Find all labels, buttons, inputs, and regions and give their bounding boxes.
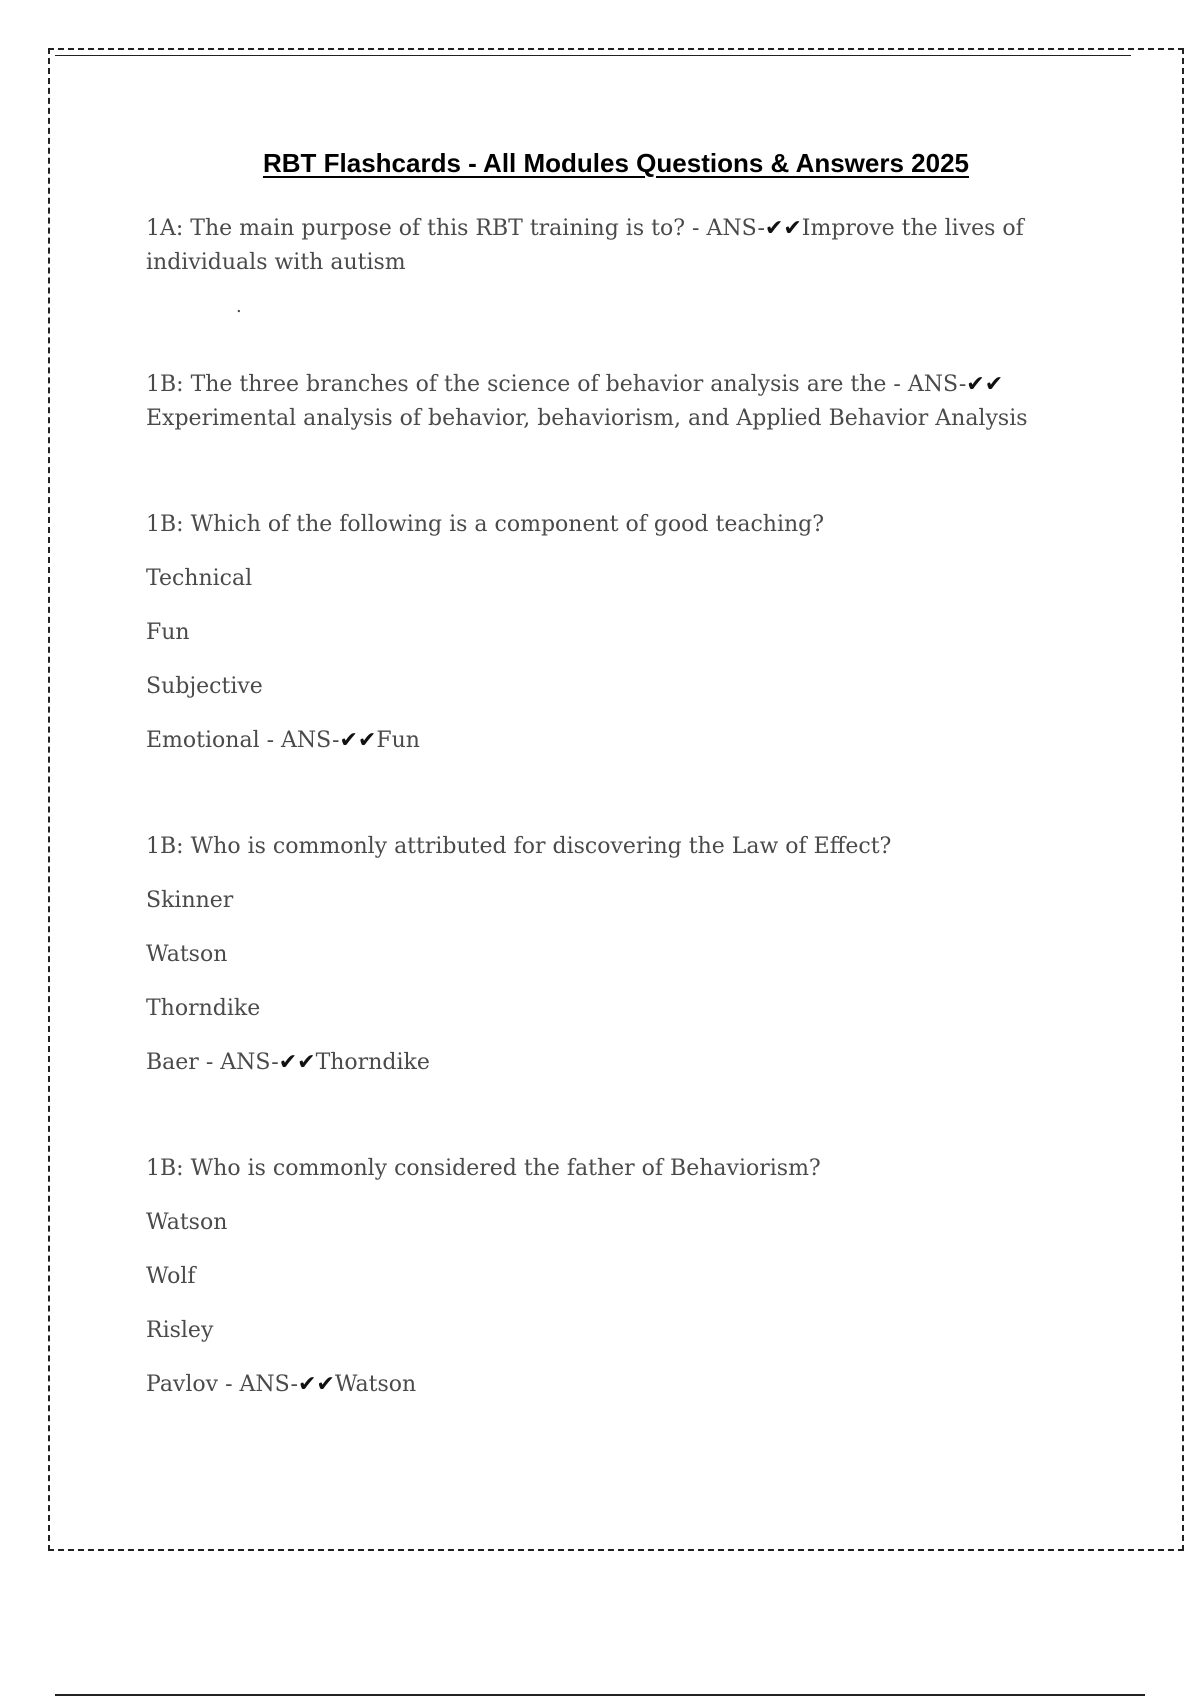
separator-dash: - (266, 728, 275, 753)
question-text: 1B: Who is commonly considered the father of Behaviorism? (146, 1156, 821, 1181)
document-title: RBT Flashcards - All Modules Questions & Answers 2025 (262, 148, 970, 178)
ans-label: ANS- (907, 372, 967, 397)
question-text: 1B: Which of the following is a component of good teaching? (146, 512, 825, 537)
answer-text: Watson (334, 1372, 417, 1397)
answer-text: Improve the lives of individuals with autism (146, 216, 1024, 275)
answer-text: Experimental analysis of behavior, behaviorism, and Applied Behavior Analysis (146, 406, 1028, 431)
question-text: 1A: The main purpose of this RBT training is to? (146, 216, 685, 241)
option-item: Watson (146, 1210, 228, 1235)
flashcard-1b-good-teaching (146, 508, 1046, 758)
answer-text: Thorndike (315, 1050, 430, 1075)
option-item: Baer (146, 1050, 199, 1075)
footer-rule (55, 1694, 1145, 1696)
ans-label: ANS- (281, 728, 340, 753)
separator-dash: - (225, 1372, 233, 1397)
ans-label: ANS- (239, 1372, 298, 1397)
stray-mark: . (236, 296, 242, 317)
option-item: Watson (146, 942, 228, 967)
option-item: Emotional (146, 728, 260, 753)
option-item: Subjective (146, 674, 263, 699)
option-item: Fun (146, 620, 190, 645)
ans-label: ANS- (220, 1050, 279, 1075)
checkmark-icon: ✔✔ (966, 372, 1004, 397)
last-option-answer-line (146, 724, 1046, 758)
checkmark-icon: ✔✔ (764, 216, 802, 241)
question-answer-text (146, 368, 1046, 436)
last-option-answer-line (146, 1046, 1046, 1080)
last-option-answer-line (146, 1368, 1046, 1402)
flashcard-content (146, 212, 1046, 1474)
separator-dash: - (205, 1050, 214, 1075)
separator-dash: - (893, 372, 901, 397)
ans-label: ANS- (706, 216, 765, 241)
answer-text: Fun (376, 728, 420, 753)
option-item: Skinner (146, 888, 234, 913)
question-answer-text (146, 212, 1046, 280)
option-item: Technical (146, 566, 253, 591)
question-text: 1B: The three branches of the science of behavior analysis are the (146, 372, 887, 397)
checkmark-icon: ✔✔ (278, 1050, 316, 1075)
flashcard-1b-branches (146, 368, 1046, 436)
separator-dash: - (692, 216, 700, 241)
option-item: Risley (146, 1318, 214, 1343)
option-item: Thorndike (146, 996, 261, 1021)
checkmark-icon: ✔✔ (339, 728, 377, 753)
option-item: Wolf (146, 1264, 196, 1289)
checkmark-icon: ✔✔ (297, 1372, 335, 1397)
option-item: Pavlov (146, 1372, 219, 1397)
page-border-inner-rule (55, 55, 1131, 57)
question-text: 1B: Who is commonly attributed for discovering the Law of Effect? (146, 834, 892, 859)
flashcard-1b-law-of-effect (146, 830, 1046, 1080)
flashcard-1b-father-of-behaviorism (146, 1152, 1046, 1402)
flashcard-1a (146, 212, 1046, 328)
